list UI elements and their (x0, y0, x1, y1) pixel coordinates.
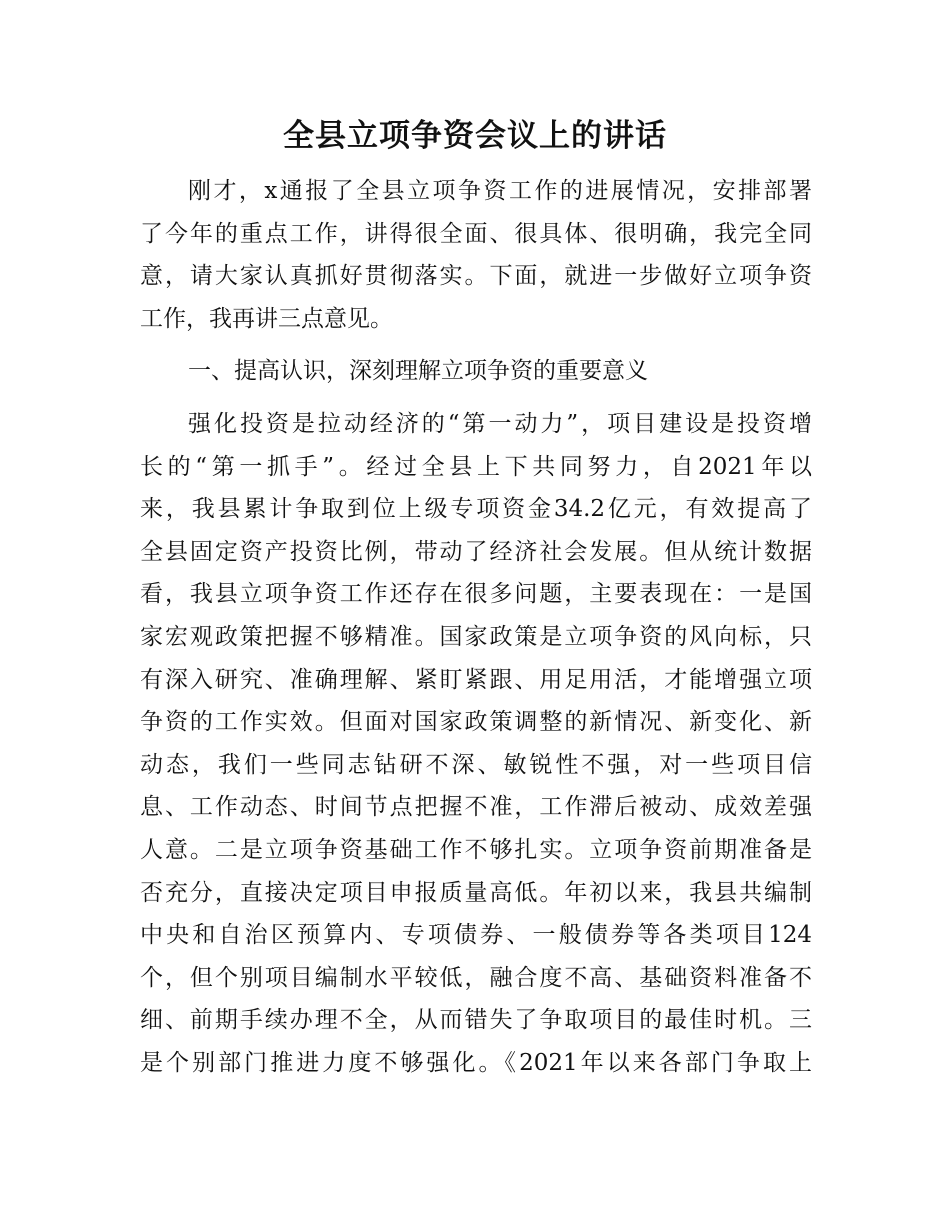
text-line: 有深入研究、准确理解、紧盯紧跟、用足用活，才能增强立项 (140, 666, 812, 693)
text-line: 个，但个别项目编制水平较低，融合度不高、基础资料准备不 (140, 964, 812, 991)
text-line: 中央和自治区预算内、专项债券、一般债券等各类项目124 (140, 922, 812, 949)
paragraph-intro (140, 170, 812, 340)
text-line: 否充分，直接决定项目申报质量高低。年初以来，我县共编制 (140, 879, 812, 906)
document-title: 全县立项争资会议上的讲话 (283, 118, 667, 154)
text-line: 刚才，x通报了全县立项争资工作的进展情况，安排部署 (188, 178, 812, 204)
text-line: 全县固定资产投资比例，带动了经济社会发展。但从统计数据 (140, 538, 812, 565)
text-line: 人意。二是立项争资基础工作不够扎实。立项争资前期准备是 (140, 836, 812, 863)
section-heading (140, 350, 812, 393)
document-body (140, 170, 812, 1084)
paragraph-body (140, 403, 812, 1085)
text-line: 工作，我再讲三点意见。 (140, 305, 393, 332)
text-line: 家宏观政策把握不够精准。国家政策是立项争资的风向标，只 (140, 623, 812, 650)
text-line: 动态，我们一些同志钻研不深、敏锐性不强，对一些项目信 (140, 751, 812, 778)
text-line: 是个别部门推进力度不够强化。《2021年以来各部门争取上 (140, 1049, 812, 1076)
text-line: 意，请大家认真抓好贯彻落实。下面，就进一步做好立项争资 (140, 263, 812, 290)
text-line: 来，我县累计争取到位上级专项资金34.2亿元，有效提高了 (140, 496, 812, 523)
text-line: 长的“第一抓手”。经过全县上下共同努力，自2021年以 (140, 453, 812, 480)
text-line: 息、工作动态、时间节点把握不准，工作滞后被动、成效差强 (140, 794, 812, 821)
heading-text: 一、提高认识，深刻理解立项争资的重要意义 (188, 358, 648, 385)
text-line: 了今年的重点工作，讲得很全面、很具体、很明确，我完全同 (140, 220, 812, 247)
text-line: 争资的工作实效。但面对国家政策调整的新情况、新变化、新 (140, 709, 812, 736)
text-line: 强化投资是拉动经济的“第一动力”，项目建设是投资增 (188, 410, 812, 437)
text-line: 看，我县立项争资工作还存在很多问题，主要表现在：一是国 (140, 581, 812, 608)
text-line: 细、前期手续办理不全，从而错失了争取项目的最佳时机。三 (140, 1007, 812, 1034)
